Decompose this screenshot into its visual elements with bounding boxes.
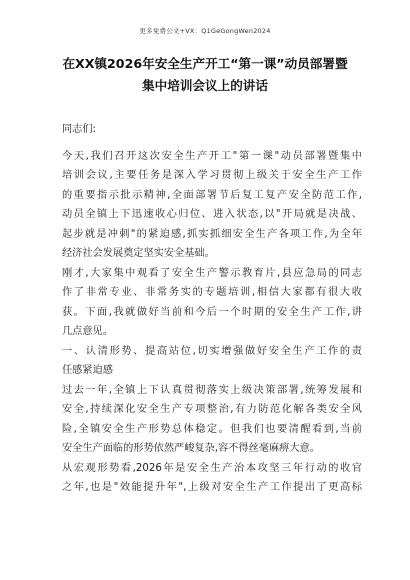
- section-heading-line: 任感紧迫感: [62, 365, 113, 376]
- body-line: 安全,持续深化安全生产专项整治,有力防范化解各类安全风: [62, 404, 362, 415]
- salutation: 同志们:: [62, 124, 96, 135]
- body-line: 获。下面,我就做好当前和今后一个时期的安全生产工作,讲: [62, 306, 362, 318]
- body-line: 动员全镇上下迅速收心归位、进入状态,以"开局就是决战、: [62, 209, 362, 220]
- body-line: 之年,也是"效能提升年",上级对安全生产工作提出了更高标: [62, 482, 362, 493]
- body-line: 刚才,大家集中观看了安全生产警示教育片,县应急局的同志: [62, 267, 362, 279]
- body-line: 险,全镇安全生产形势总体稳定。但我们也要清醒看到,当前: [62, 423, 362, 435]
- body-line: 培训会议,主要任务是深入学习贯彻上级关于安全生产工作: [62, 170, 362, 181]
- document-body: [62, 120, 362, 498]
- body-line: 过去一年,全镇上下认真贯彻落实上级决策部署,统筹发展和: [62, 384, 362, 396]
- body-line: 作了非常专业、非常务实的专题培训,相信大家都有很大收: [62, 287, 362, 298]
- document-title-line-2: 集中培训会议上的讲话: [142, 78, 268, 93]
- section-heading-line: 一、认清形势、提高站位,切实增强做好安全生产工作的责: [62, 345, 362, 357]
- body-line: 经济社会发展奠定坚实安全基础。: [62, 248, 215, 259]
- body-line: 安全生产面临的形势依然严峻复杂,容不得丝毫麻痹大意。: [62, 443, 320, 454]
- header-note: 更多免费公文+VX：Q1GeGongWen2024: [139, 27, 271, 35]
- body-line: 的重要指示批示精神,全面部署节后复工复产安全防范工作,: [62, 189, 362, 201]
- body-line: 从宏观形势看,2026年是安全生产治本攻坚三年行动的收官: [62, 462, 362, 474]
- body-line: 起步就是冲刺"的紧迫感,抓实抓细安全生产各项工作,为全年: [62, 228, 362, 240]
- document-title-line-1: 在XX镇2026年安全生产开工“第一课”动员部署暨: [62, 56, 348, 71]
- body-line: 几点意见。: [62, 326, 113, 337]
- body-line: 今天,我们召开这次安全生产开工"第一课"动员部署暨集中: [62, 150, 362, 162]
